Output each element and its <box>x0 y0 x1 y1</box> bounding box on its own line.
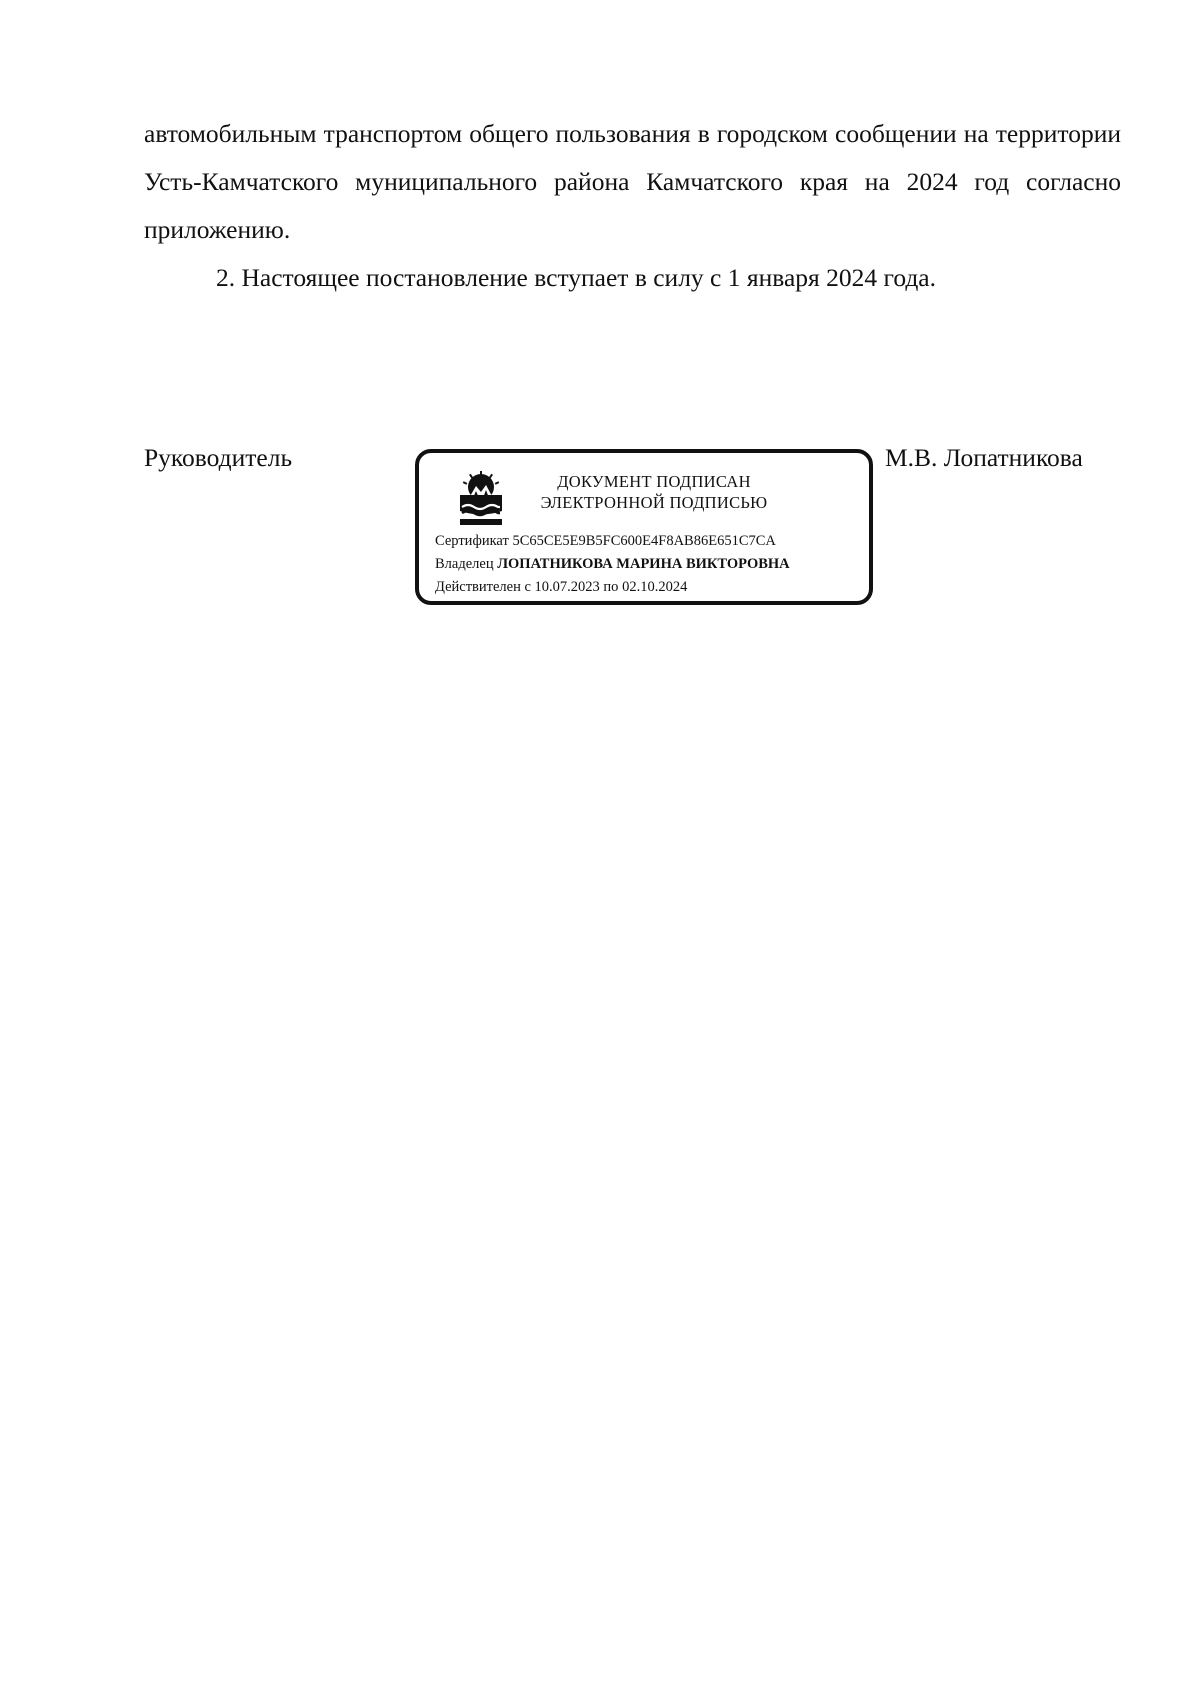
stamp-title-line-1: ДОКУМЕНТ ПОДПИСАН <box>557 472 751 491</box>
owner-value: ЛОПАТНИКОВА МАРИНА ВИКТОРОВНА <box>497 556 790 572</box>
valid-label: Действителен с <box>435 579 531 595</box>
certificate-value: 5C65CE5E9B5FC600E4F8AB86E651C7CA <box>512 533 776 549</box>
certificate-label: Сертификат <box>435 533 509 549</box>
stamp-owner-line <box>435 555 790 573</box>
electronic-signature-stamp <box>415 449 873 605</box>
signatory-role: Руководитель <box>144 443 293 472</box>
stamp-title-line-2: ЭЛЕКТРОННОЙ ПОДПИСЬЮ <box>540 493 768 512</box>
valid-to-label: по <box>603 579 619 595</box>
valid-from: 10.07.2023 <box>534 579 600 595</box>
stamp-certificate-line <box>435 532 776 550</box>
valid-to: 02.10.2024 <box>622 579 688 595</box>
signatory-name: М.В. Лопатникова <box>885 443 1083 472</box>
owner-label: Владелец <box>435 556 494 572</box>
kamchatka-coat-of-arms-icon <box>456 471 506 527</box>
stamp-validity-line <box>435 578 687 596</box>
body-paragraph-2: 2. Настоящее постановление вступает в силу с 1 января 2024 года. <box>216 263 937 292</box>
stamp-title <box>529 471 779 513</box>
body-paragraph-1: автомобильным транспортом общего пользования в городском сообщении на территории Усть-Камчатского муниципального района Камчатского края на 2024 год согласно приложению. <box>144 119 1121 244</box>
